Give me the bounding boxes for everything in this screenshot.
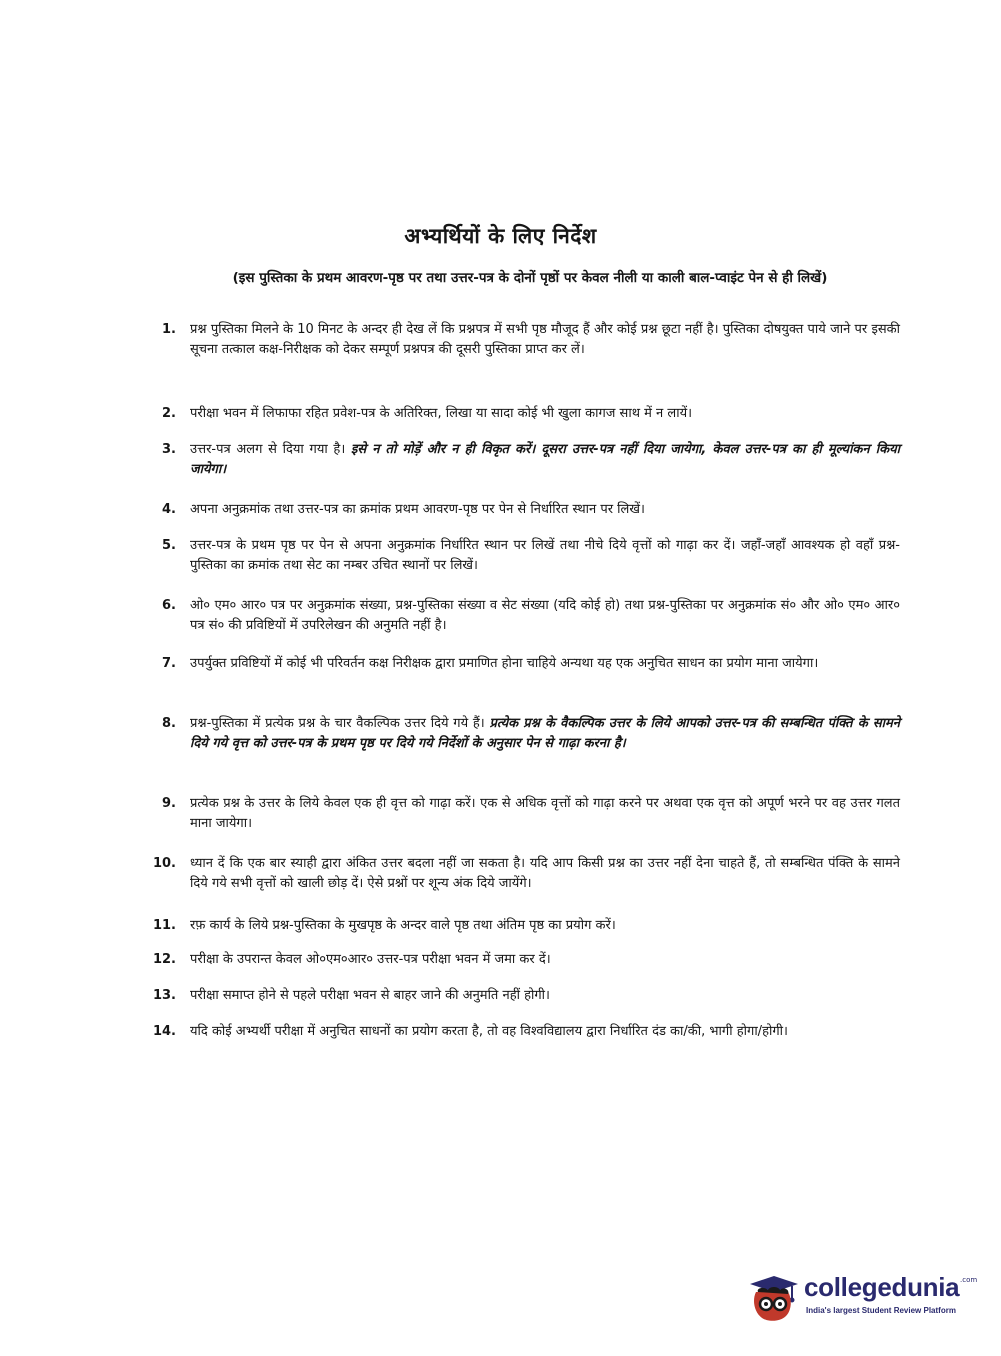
- instruction-text: प्रश्न पुस्तिका मिलने के 10 मिनट के अन्दर ही देख लें कि प्रश्नपत्र में सभी पृष्ठ मौजूद हैं और कोई प्रश्न छूटा नहीं है। पुस्तिका दोषयुक्त पाये जाने पर इसकी सूचना तत्काल कक्ष-निरीक्षक को देकर सम्पूर्ण प्रश्नपत्र की दूसरी पुस्तिका प्राप्त कर लें।: [190, 322, 900, 357]
- instruction-text: परीक्षा समाप्त होने से पहले परीक्षा भवन से बाहर जाने की अनुमति नहीं होगी।: [190, 988, 550, 1003]
- brand-name: collegedunia: [804, 1272, 960, 1302]
- instruction-number: 10.: [152, 856, 176, 871]
- instruction-number: 8.: [162, 716, 176, 731]
- instruction-number: 6.: [162, 598, 176, 613]
- brand-tagline: India's largest Student Review Platform: [806, 1306, 956, 1315]
- instruction-number: 1.: [162, 322, 176, 337]
- instruction-text: परीक्षा के उपरान्त केवल ओ०एम०आर० उत्तर-पत्र परीक्षा भवन में जमा कर दें।: [190, 952, 551, 967]
- page-subtitle: (इस पुस्तिका के प्रथम आवरण-पृष्ठ पर तथा उत्तर-पत्र के दोनों पृष्ठों पर केवल नीली या काली बाल-प्वाइंट पेन से ही लिखें): [232, 270, 828, 286]
- brand-dotcom: .com: [960, 1276, 978, 1284]
- instruction-text: अपना अनुक्रमांक तथा उत्तर-पत्र का क्रमांक प्रथम आवरण-पृष्ठ पर पेन से निर्धारित स्थान पर लिखें।: [190, 502, 645, 517]
- instruction-number: 7.: [162, 656, 176, 671]
- instruction-number: 3.: [162, 442, 176, 457]
- instruction-number: 9.: [162, 796, 176, 811]
- instruction-text: रफ़ कार्य के लिये प्रश्न-पुस्तिका के मुखपृष्ठ के अन्दर वाले पृष्ठ तथा अंतिम पृष्ठ का प्रयोग करें।: [190, 918, 616, 933]
- student-mascot-icon: [744, 1270, 800, 1326]
- instruction-number: 2.: [162, 406, 176, 421]
- instruction-text: ध्यान दें कि एक बार स्याही द्वारा अंकित उत्तर बदला नहीं जा सकता है। यदि आप किसी प्रश्न का उत्तर नहीं देना चाहते हैं, तो सम्बन्धित पंक्ति के सामने दिये गये सभी वृत्तों को खाली छोड़ दें। ऐसे प्रश्नों पर शून्य अंक दिये जायेंगे।: [190, 856, 900, 891]
- instruction-text: प्रत्येक प्रश्न के उत्तर के लिये केवल एक ही वृत्त को गाढ़ा करें। एक से अधिक वृत्तों को गाढ़ा करने पर अथवा एक वृत्त को अपूर्ण भरने पर वह उत्तर गलत माना जायेगा।: [190, 796, 900, 831]
- instruction-number: 14.: [152, 1024, 176, 1039]
- collegedunia-watermark: [744, 1270, 978, 1334]
- instruction-text: प्रश्न-पुस्तिका में प्रत्येक प्रश्न के चार वैकल्पिक उत्तर दिये गये हैं। प्रत्येक प्रश्न के वैकल्पिक उत्तर के लिये आपको उत्तर-पत्र की सम्बन्धित पंक्ति के सामने दिये गये वृत्त को उत्तर-पत्र के प्रथम पृष्ठ पर दिये गये निर्देशों के अनुसार पेन से गाढ़ा करना है।: [190, 716, 900, 751]
- instruction-text: यदि कोई अभ्यर्थी परीक्षा में अनुचित साधनों का प्रयोग करता है, तो वह विश्वविद्यालय द्वारा निर्धारित दंड का/की, भागी होगा/होगी।: [190, 1024, 788, 1039]
- page-title: अभ्यर्थियों के लिए निर्देश: [404, 224, 597, 248]
- instruction-number: 13.: [152, 988, 176, 1003]
- instruction-text: ओ० एम० आर० पत्र पर अनुक्रमांक संख्या, प्रश्न-पुस्तिका संख्या व सेट संख्या (यदि कोई हो) तथा प्रश्न-पुस्तिका पर अनुक्रमांक सं० और ओ० एम० आर० पत्र सं० की प्रविष्टियों में उपरिलेखन की अनुमति नहीं है।: [190, 598, 900, 633]
- instruction-number: 4.: [162, 502, 176, 517]
- instruction-number: 5.: [162, 538, 176, 553]
- instruction-text: उपर्युक्त प्रविष्टियों में कोई भी परिवर्तन कक्ष निरीक्षक द्वारा प्रमाणित होना चाहिये अन्यथा यह एक अनुचित साधन का प्रयोग माना जायेगा।: [190, 656, 819, 671]
- instruction-text: परीक्षा भवन में लिफाफा रहित प्रवेश-पत्र के अतिरिक्त, लिखा या सादा कोई भी खुला कागज साथ में न लायें।: [190, 406, 693, 421]
- instruction-text: उत्तर-पत्र अलग से दिया गया है। इसे न तो मोड़ें और न ही विकृत करें। दूसरा उत्तर-पत्र नहीं दिया जायेगा, केवल उत्तर-पत्र का ही मूल्यांकन किया जायेगा।: [190, 442, 900, 477]
- instruction-number: 12.: [152, 952, 176, 967]
- instruction-text: उत्तर-पत्र के प्रथम पृष्ठ पर पेन से अपना अनुक्रमांक निर्धारित स्थान पर लिखें तथा नीचे दिये वृत्तों को गाढ़ा कर दें। जहाँ-जहाँ आवश्यक हो वहाँ प्रश्न-पुस्तिका का क्रमांक तथा सेट का नम्बर उचित स्थानों पर लिखें।: [190, 538, 900, 573]
- instruction-number: 11.: [152, 918, 176, 933]
